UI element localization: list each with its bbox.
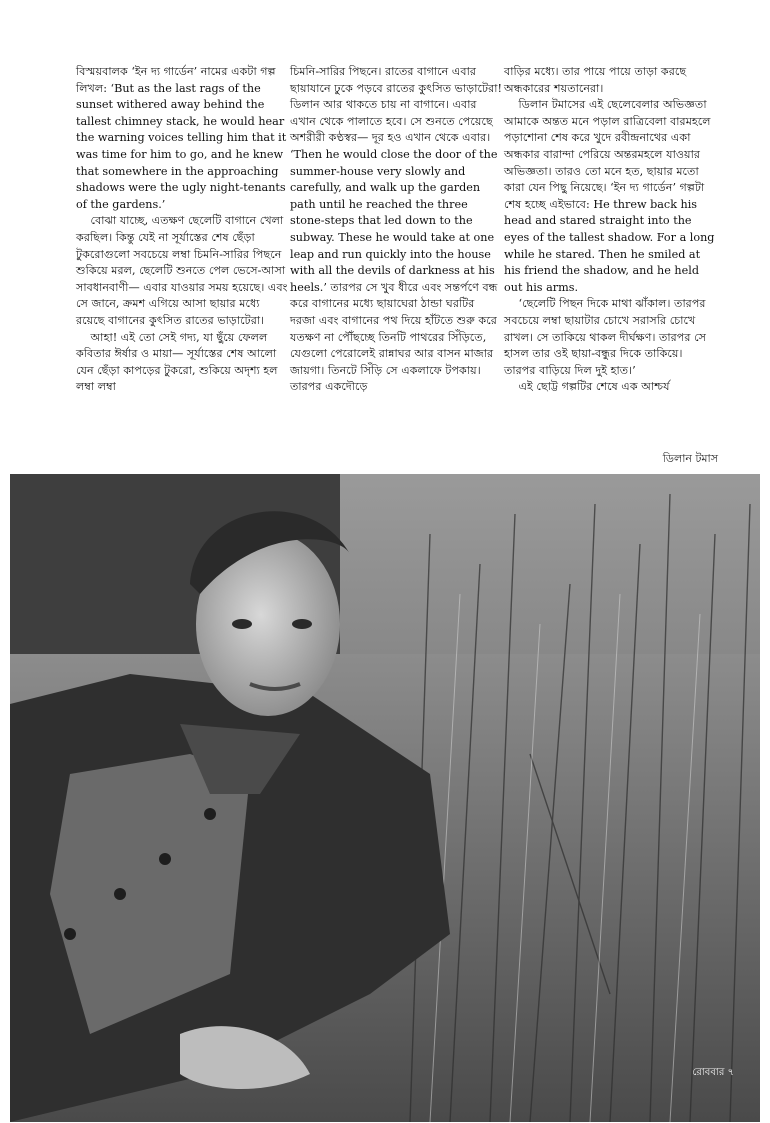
paragraph: আহা! এই তো সেই গদ্য, যা ছুঁয়ে ফেলল কবিতার ঈর্ষার ও মায়া— সূর্যাস্তের শেষ আলো যেন ছেঁড়া কাপড়ের টুকরো, শুকিয়ে অদৃশ্য হল লম্বা লম্বা: [76, 330, 278, 394]
paragraph: ‘ছেলেটি পিছন দিকে মাথা ঝাঁকাল। তারপর সবচেয়ে লম্বা ছায়াটার চোখে সরাসরি চোখে রাখল। সে তাকিয়ে থাকল দীর্ঘক্ষণ। তারপর সে হাসল তার ওই ছায়া-বন্ধুর দিকে তাকিয়ে। তারপর বাড়িয়ে দিল দুই হাত।’: [504, 297, 707, 377]
paragraph: বোঝা যাচ্ছে, এতক্ষণ ছেলেটি বাগানে খেলা করছিল। কিন্তু যেই না সূর্যাস্তের শেষ ছেঁড়া টুকরোগুলো সবচেয়ে লম্বা চিমনি-সারির পিছনে শুকিয়ে মরল, ছেলেটি শুনতে পেল ভেসে-আসা সাবধানবাণী— এবার যাওয়ার সময় হয়েছে। এবং সে জানে, ক্রমশ এগিয়ে আসা ছায়ার মধ্যে রয়েছে বাগানের কুৎসিত রাতের ভাড়াটেরা।: [76, 214, 288, 327]
paragraph: বিস্ময়বালক ‘ইন দ্য গার্ডেন’ নামের একটা গল্প লিখল: ‘But as the last rags of the sunset withered away behind the tallest chimney stack, he would hear the warning voices telling him that it was time for him to go, and he knew that somewhere in the approaching shadows were the ugly night-tenants of the gardens.’: [76, 65, 287, 211]
text-column-2: [290, 64, 502, 396]
portrait-illustration: [10, 474, 760, 1122]
photo-caption: ডিলান টমাস: [662, 452, 718, 465]
text-column-1: [76, 64, 288, 396]
paragraph: ডিলান টমাসের এই ছেলেবেলার অভিজ্ঞতা আমাকে অন্তত মনে পড়াল রাত্রিবেলা বারমহলে পড়াশোনা শেষ করে খুদে রবীন্দ্রনাথের একা অন্ধকার বারান্দা পেরিয়ে অন্তরমহলে যাওয়ার অভিজ্ঞতা। তারও তো মনে হত, ছায়ার মতো কারা যেন পিছু নিয়েছে। ‘ইন দ্য গার্ডেন’ গল্পটা শেষ হচ্ছে এইভাবে: He threw back his head and stared straight into the eyes of the tallest shadow. For a long while he stared. Then he smiled at his friend the shadow, and he held out his arms.: [504, 98, 715, 294]
text-column-3: [504, 64, 716, 396]
paragraph: বাড়ির মধ্যে। তার পায়ে পায়ে তাড়া করছে অন্ধকারের শয়তানেরা।: [504, 65, 687, 95]
paragraph: এই ছোট্ট গল্পটির শেষে এক আশ্চর্য: [518, 380, 670, 394]
paragraph: চিমনি-সারির পিছনে। রাতের বাগানে এবার ছায়াযানে ঢুকে পড়বে রাতের কুৎসিত ভাড়াটেরা! ডিলান আর থাকতে চায় না বাগানে। এবার এখান থেকে পালাতে হবে। সে শুনতে পেয়েছে অশরীরী কণ্ঠস্বর— দূর হও এখান থেকে এবার। ‘Then he would close the door of the summer-house very slowly and carefully, and walk up the garden path until he reached the three stone-steps that led down to the subway. These he would take at one leap and run quickly into the house with all the devils of darkness at his heels.’ তারপর সে খুব ধীরে এবং সন্তর্পণে বন্ধ করে বাগানের মধ্যে ছায়াঘেরা ঠান্ডা ঘরটির দরজা এবং বাগানের পথ দিয়ে হাঁটতে শুরু করে যতক্ষণ না পৌঁছচ্ছে তিনটি পাথরের সিঁড়িতে, যেগুলো পেরোলেই রান্নাঘর আর বাসন মাজার জায়গা। তিনটে সিঁড়ি সে একলাফে টপকায়। তারপর একদৌড়ে: [290, 65, 502, 394]
page-number: রোববার ৭: [692, 1067, 734, 1078]
portrait-photo: [10, 474, 760, 1122]
